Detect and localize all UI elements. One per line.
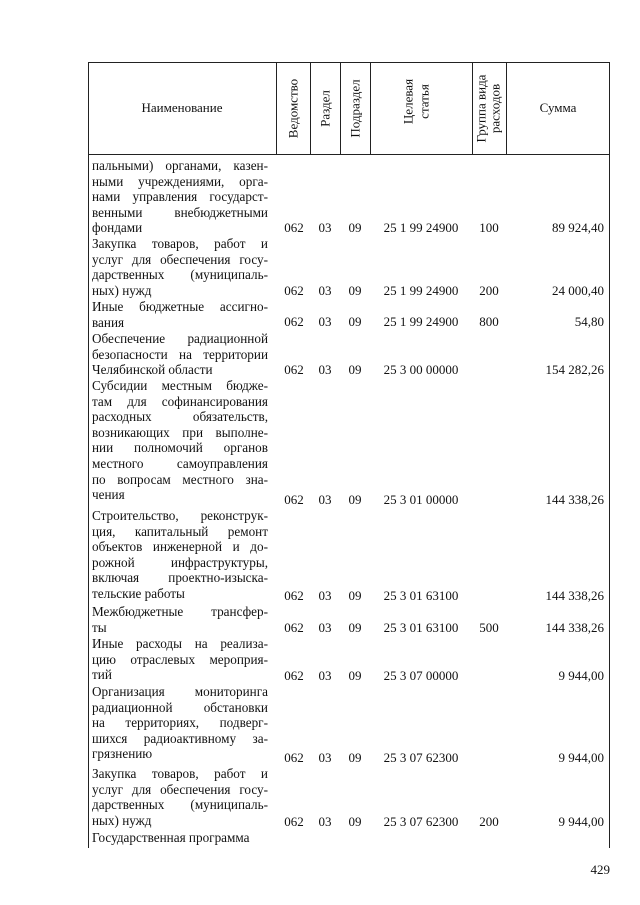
cell-podrazdel: 09 (348, 620, 362, 635)
cell-razdel: 03 (318, 668, 332, 683)
cell-sum: 24 000,40 (552, 283, 604, 298)
cell-razdel: 03 (318, 492, 332, 507)
header-podrazdel: Подраздел (347, 79, 363, 138)
table-row-name: Иные бюджетные ассигно- вания (92, 299, 268, 330)
cell-sum: 9 944,00 (558, 668, 604, 683)
cell-razdel: 03 (318, 814, 332, 829)
cell-group: 500 (479, 620, 499, 635)
cell-group: 200 (479, 814, 499, 829)
cell-podrazdel: 09 (348, 750, 362, 765)
cell-podrazdel: 09 (348, 814, 362, 829)
cell-sum: 144 338,26 (545, 492, 604, 507)
cell-sum: 54,80 (574, 314, 604, 329)
cell-target: 25 3 07 00000 (383, 668, 459, 683)
cell-razdel: 03 (318, 220, 332, 235)
cell-razdel: 03 (318, 588, 332, 603)
cell-sum: 144 338,26 (545, 620, 604, 635)
header-divider-col4 (370, 62, 371, 154)
cell-group: 800 (479, 314, 499, 329)
cell-vedomstvo: 062 (284, 814, 304, 829)
cell-razdel: 03 (318, 620, 332, 635)
cell-target: 25 1 99 24900 (383, 314, 459, 329)
cell-sum: 9 944,00 (558, 750, 604, 765)
header-vedomstvo: Ведомство (285, 78, 301, 139)
header-divider-col3 (340, 62, 341, 154)
cell-target: 25 3 07 62300 (383, 814, 459, 829)
header-target-line1: Целевая (400, 78, 416, 125)
table-row-name: Организация мониторинга радиационной обстановки на территориях, подверг- шихся радиоактивному за- грязнению (92, 684, 268, 762)
table-row-name: Межбюджетные трансфер- ты (92, 604, 268, 635)
cell-vedomstvo: 062 (284, 220, 304, 235)
cell-vedomstvo: 062 (284, 314, 304, 329)
table-row-name: Государственная программа (92, 830, 250, 845)
cell-target: 25 3 01 63100 (383, 588, 459, 603)
cell-razdel: 03 (318, 362, 332, 377)
cell-sum: 154 282,26 (545, 362, 604, 377)
cell-target: 25 3 01 00000 (383, 492, 459, 507)
table-row-name: Закупка товаров, работ и услуг для обеспечения госу- дарственных (муниципаль- ных) нужд (92, 236, 268, 298)
cell-vedomstvo: 062 (284, 668, 304, 683)
cell-target: 25 3 01 63100 (383, 620, 459, 635)
cell-target: 25 1 99 24900 (383, 220, 459, 235)
cell-group: 100 (479, 220, 499, 235)
page-number: 429 (590, 862, 610, 877)
cell-sum: 9 944,00 (558, 814, 604, 829)
table-row-name: пальными) органами, казен- ными учреждениями, орга- нами управления государст- венными внебюджетными фондами (92, 158, 268, 236)
header-divider-col2 (310, 62, 311, 154)
header-group-line2: расходов (487, 83, 503, 134)
header-group-line1: Группа вида (473, 74, 489, 143)
cell-podrazdel: 09 (348, 362, 362, 377)
table-row-name: Иные расходы на реализа- цию отраслевых мероприя- тий (92, 636, 268, 683)
header-razdel: Раздел (317, 90, 333, 127)
cell-vedomstvo: 062 (284, 362, 304, 377)
cell-vedomstvo: 062 (284, 283, 304, 298)
table-row-name: Обеспечение радиационной безопасности на территории Челябинской области (92, 331, 268, 378)
cell-sum: 144 338,26 (545, 588, 604, 603)
header-target-line2: статья (416, 84, 432, 119)
cell-vedomstvo: 062 (284, 588, 304, 603)
table-row-name: Строительство, реконструк- ция, капитальный ремонт объектов инженерной и до- рожной инфраструктуры, включая проектно-изыска- тельские работы (92, 508, 268, 601)
cell-target: 25 3 00 00000 (383, 362, 459, 377)
header-sum: Сумма (539, 100, 577, 115)
cell-podrazdel: 09 (348, 668, 362, 683)
table-row-name: Субсидии местным бюдже- там для софинансирования расходных обязательств, возникающих при выполне- нии полномочий органов местного самоуправления по вопросам местного зна- чения (92, 378, 268, 503)
cell-vedomstvo: 062 (284, 620, 304, 635)
cell-sum: 89 924,40 (552, 220, 604, 235)
cell-razdel: 03 (318, 750, 332, 765)
cell-vedomstvo: 062 (284, 750, 304, 765)
cell-vedomstvo: 062 (284, 492, 304, 507)
cell-podrazdel: 09 (348, 220, 362, 235)
header-divider-col1 (276, 62, 277, 154)
cell-podrazdel: 09 (348, 588, 362, 603)
cell-razdel: 03 (318, 314, 332, 329)
cell-podrazdel: 09 (348, 492, 362, 507)
cell-group: 200 (479, 283, 499, 298)
cell-podrazdel: 09 (348, 283, 362, 298)
cell-razdel: 03 (318, 283, 332, 298)
table-row-name: Закупка товаров, работ и услуг для обеспечения госу- дарственных (муниципаль- ных) нужд (92, 766, 268, 828)
cell-target: 25 1 99 24900 (383, 283, 459, 298)
cell-podrazdel: 09 (348, 314, 362, 329)
cell-target: 25 3 07 62300 (383, 750, 459, 765)
header-name: Наименование (141, 100, 223, 115)
